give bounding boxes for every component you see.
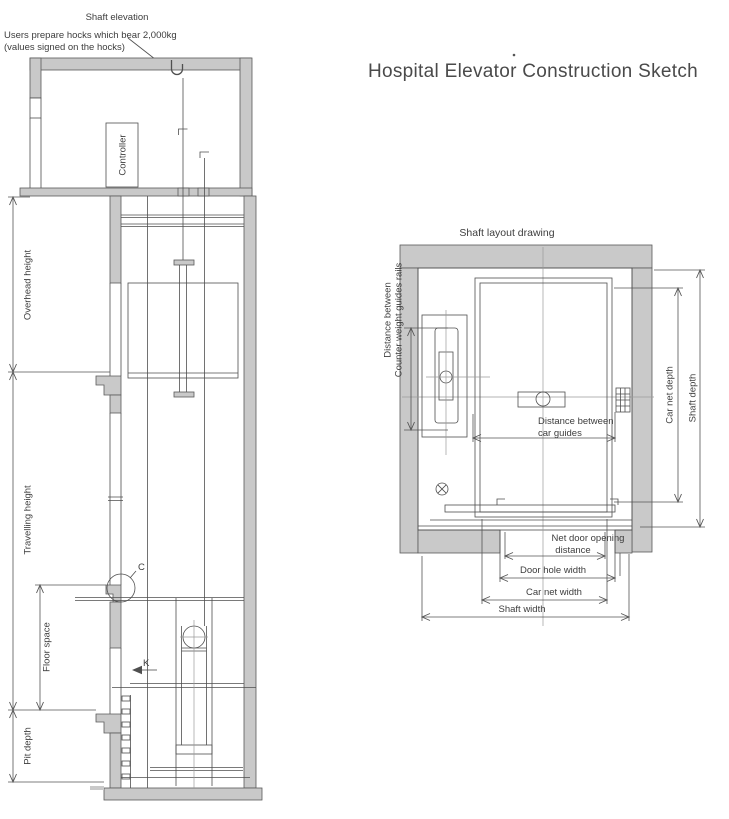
plan-title: Shaft layout drawing — [459, 227, 555, 239]
car-net-depth-label: Car net depth — [664, 366, 676, 424]
travelling-height-label: Travelling height — [22, 485, 34, 555]
shaft-width-label: Shaft width — [498, 604, 546, 615]
shaft-elevation-drawing — [4, 12, 262, 800]
page-title: Hospital Elevator Construction Sketch — [367, 61, 699, 82]
car-guides-label-line1: Distance between — [538, 416, 614, 427]
shaft-plan-drawing — [383, 227, 706, 626]
car-net-width-dimension — [482, 519, 607, 604]
car-assembly — [128, 260, 238, 397]
car-guides-label-line2: car guides — [538, 428, 582, 439]
car-guide-shoe — [518, 392, 565, 407]
controller-cabinet — [106, 123, 138, 187]
hook-note-line1: Users prepare hocks which bear 2,000kg — [4, 30, 177, 41]
floor-space-label: Floor space — [41, 622, 53, 672]
overhead-height-label: Overhead height — [22, 249, 34, 321]
plan-walls — [400, 245, 652, 553]
net-door-label-line1: Net door opening — [551, 533, 625, 544]
k-arrow-icon — [132, 658, 157, 674]
guide-rail-bracket — [616, 388, 630, 412]
cw-rails-label-line2: Counter weight guides rails — [393, 262, 405, 378]
pit-depth-label: Pit depth — [22, 727, 34, 765]
c-detail-label: C — [138, 562, 145, 573]
elevation-dimensions — [8, 197, 110, 782]
elevation-title: Shaft elevation — [85, 12, 149, 23]
controller-label: Controller — [117, 134, 129, 176]
hoistway-internals — [75, 78, 256, 788]
title-dot — [513, 54, 516, 57]
pit-ladder — [122, 695, 131, 788]
hook-note-line2: (values signed on the hocks) — [4, 42, 125, 53]
car-guides-dimension — [473, 412, 615, 442]
net-door-label-line2: distance — [555, 545, 591, 556]
door-hole-width-dimension — [500, 553, 615, 582]
shaft-depth-label: Shaft depth — [687, 373, 699, 423]
net-door-opening-dimension — [505, 532, 624, 560]
k-arrow-label: K — [143, 658, 150, 669]
crossed-circle-icon — [436, 483, 448, 495]
car-net-width-label: Car net width — [526, 587, 582, 598]
counterweight-assembly — [176, 598, 212, 788]
door-hole-width-label: Door hole width — [519, 565, 587, 576]
cw-rails-label-line1: Distance between — [382, 282, 394, 358]
